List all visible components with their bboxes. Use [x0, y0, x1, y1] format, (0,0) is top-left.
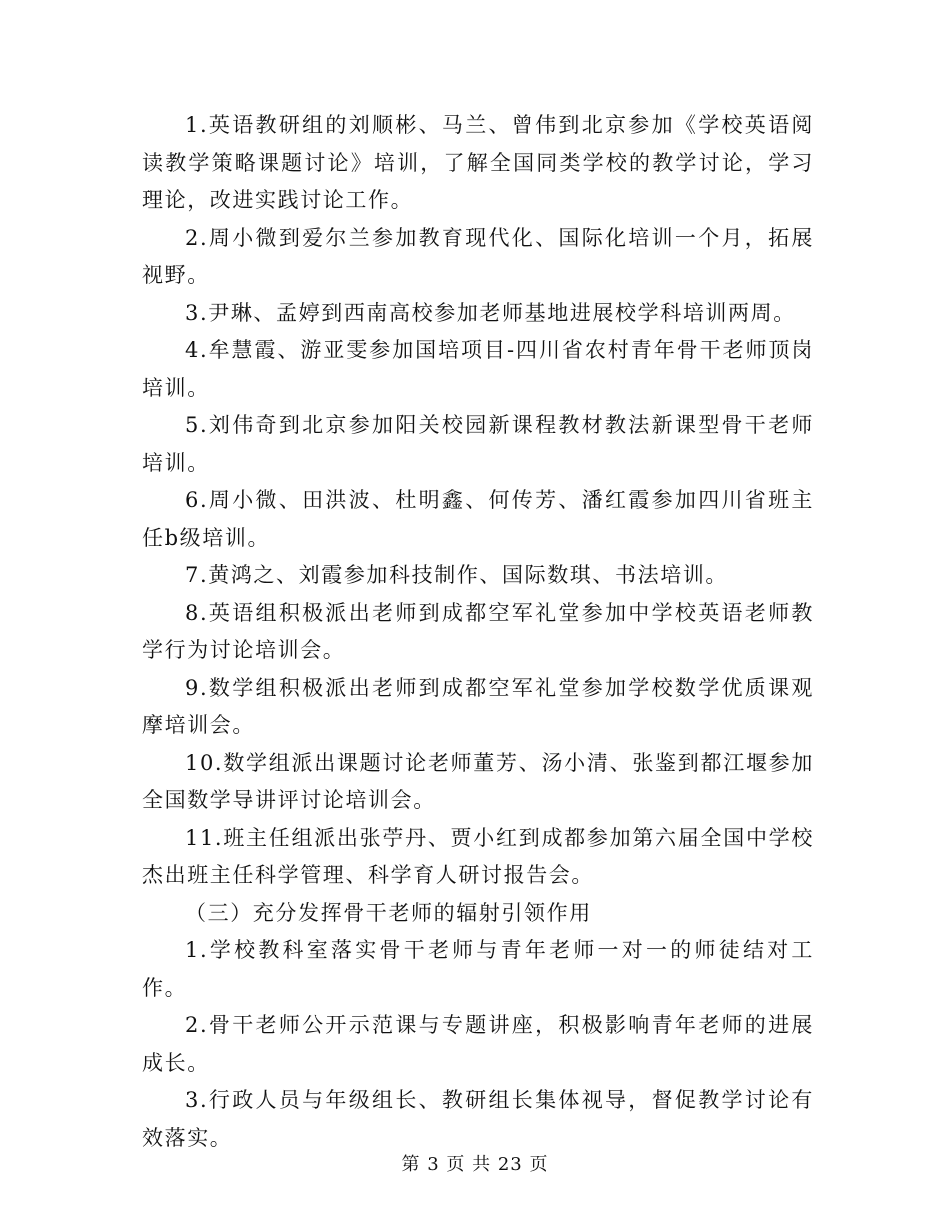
paragraph-14: 3.行政人员与年级组长、教研组长集体视导，督促教学讨论有效落实。 [142, 1088, 814, 1150]
paragraph-13: 2.骨干老师公开示范课与专题讲座，积极影响青年老师的进展成长。 [142, 1013, 814, 1075]
paragraph-7: 7.黄鸿之、刘霞参加科技制作、国际数琪、书法培训。 [185, 563, 729, 587]
paragraph-5: 5.刘伟奇到北京参加阳关校园新课程教材教法新课型骨干老师培训。 [142, 413, 814, 475]
section-heading: （三）充分发挥骨干老师的辐射引领作用 [185, 900, 592, 925]
page-number-footer: 第 3 页 共 23 页 [401, 1154, 549, 1175]
paragraph-6: 6.周小微、田洪波、杜明鑫、何传芳、潘红霞参加四川省班主任b级培训。 [142, 488, 814, 550]
document-body [142, 107, 814, 1157]
paragraph-10: 10.数学组派出课题讨论老师董芳、汤小清、张鉴到都江堰参加全国数学导讲评讨论培训会。 [142, 750, 814, 812]
paragraph-3: 3.尹琳、孟婷到西南高校参加老师基地进展校学科培训两周。 [185, 300, 796, 325]
paragraph-2: 2.周小微到爱尔兰参加教育现代化、国际化培训一个月，拓展视野。 [142, 225, 814, 287]
paragraph-12: 1.学校教科室落实骨干老师与青年老师一对一的师徒结对工作。 [142, 938, 814, 1000]
paragraph-4: 4.牟慧霞、游亚雯参加国培项目-四川省农村青年骨干老师顶岗培训。 [142, 338, 814, 400]
paragraph-8: 8.英语组积极派出老师到成都空军礼堂参加中学校英语老师教学行为讨论培训会。 [142, 600, 814, 662]
paragraph-1: 1.英语教研组的刘顺彬、马兰、曾伟到北京参加《学校英语阅读教学策略课题讨论》培训，了解全国同类学校的教学讨论，学习理论，改进实践讨论工作。 [142, 113, 814, 212]
paragraph-11: 11.班主任组派出张苧丹、贾小红到成都参加第六届全国中学校杰出班主任科学管理、科学育人研讨报告会。 [142, 825, 814, 887]
paragraph-9: 9.数学组积极派出老师到成都空军礼堂参加学校数学优质课观摩培训会。 [142, 675, 814, 737]
